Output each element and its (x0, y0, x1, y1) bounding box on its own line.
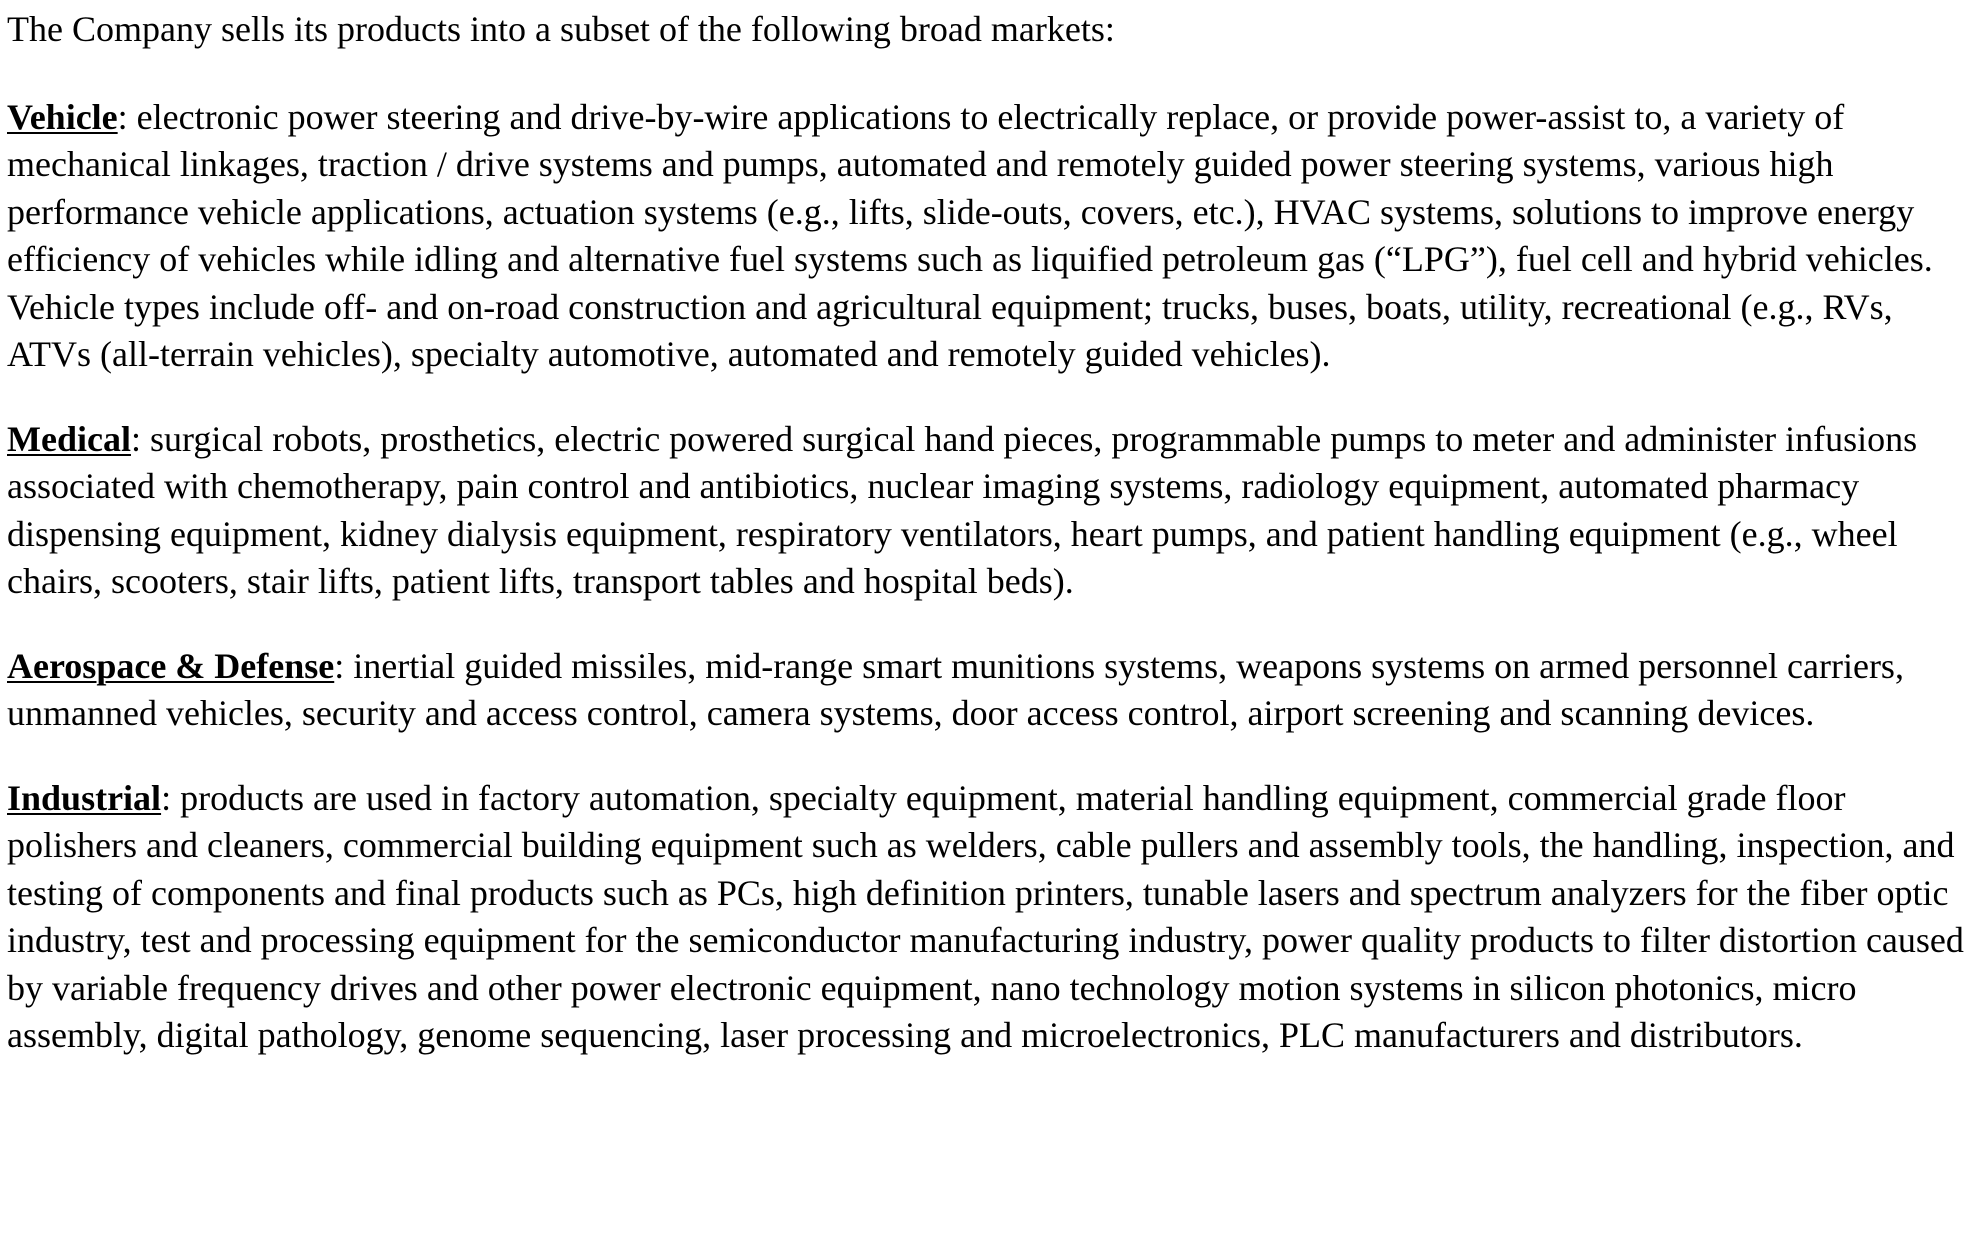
market-description-medical: surgical robots, prosthetics, electric powered surgical hand pieces, programmable pumps to meter and administer infusions associated with chemotherapy, pain control and antibiotics, nuclear imaging systems, radiology equipment, automated pharmacy dispensing equipment, kidney dialysis equipment, respiratory ventilators, heart pumps, and patient handling equipment (e.g., wheel chairs, scooters, stair lifts, patient lifts, transport tables and hospital beds). (7, 418, 1918, 601)
intro-paragraph: The Company sells its products into a subset of the following broad markets: (7, 9, 1115, 49)
market-name-vehicle: Vehicle (7, 96, 118, 137)
market-paragraph-vehicle (7, 94, 1972, 379)
market-name-medical: Medical (7, 418, 131, 459)
market-name-industrial: Industrial (7, 777, 162, 818)
market-paragraph-medical (7, 416, 1972, 606)
market-separator: : (130, 418, 150, 459)
market-description-aerospace-defense: inertial guided missiles, mid-range smart munitions systems, weapons systems on armed personnel carriers, unmanned vehicles, security and access control, camera systems, door access control, airport screening and scanning devices. (7, 645, 1904, 733)
market-description-vehicle: electronic power steering and drive-by-wire applications to electrically replace, or provide power-assist to, a variety of mechanical linkages, traction / drive systems and pumps, automated and remotely guided power steering systems, various high performance vehicle applications, actuation systems (e.g., lifts, slide-outs, covers, etc.), HVAC systems, solutions to improve energy efficiency of vehicles while idling and alternative fuel systems such as liquified petroleum gas (“LPG”), fuel cell and hybrid vehicles. Vehicle types include off- and on-road construction and agricultural equipment; trucks, buses, boats, utility, recreational (e.g., RVs, ATVs (all-terrain vehicles), specialty automotive, automated and remotely guided vehicles). (7, 96, 1933, 374)
market-separator: : (334, 645, 354, 686)
market-paragraph-industrial (7, 775, 1972, 1060)
market-description-industrial: products are used in factory automation, specialty equipment, material handling equipment, commercial grade floor polishers and cleaners, commercial building equipment such as welders, cable pullers and assembly tools, the handling, inspection, and testing of components and final products such as PCs, high definition printers, tunable lasers and spectrum analyzers for the fiber optic industry, test and processing equipment for the semiconductor manufacturing industry, power quality products to filter distortion caused by variable frequency drives and other power electronic equipment, nano technology motion systems in silicon photonics, micro assembly, digital pathology, genome sequencing, laser processing and microelectronics, PLC manufacturers and distributors. (7, 777, 1964, 1055)
market-separator: : (117, 96, 137, 137)
market-separator: : (161, 777, 181, 818)
market-paragraph-aerospace-defense (7, 643, 1972, 738)
market-name-aerospace-defense: Aerospace & Defense (7, 645, 335, 686)
